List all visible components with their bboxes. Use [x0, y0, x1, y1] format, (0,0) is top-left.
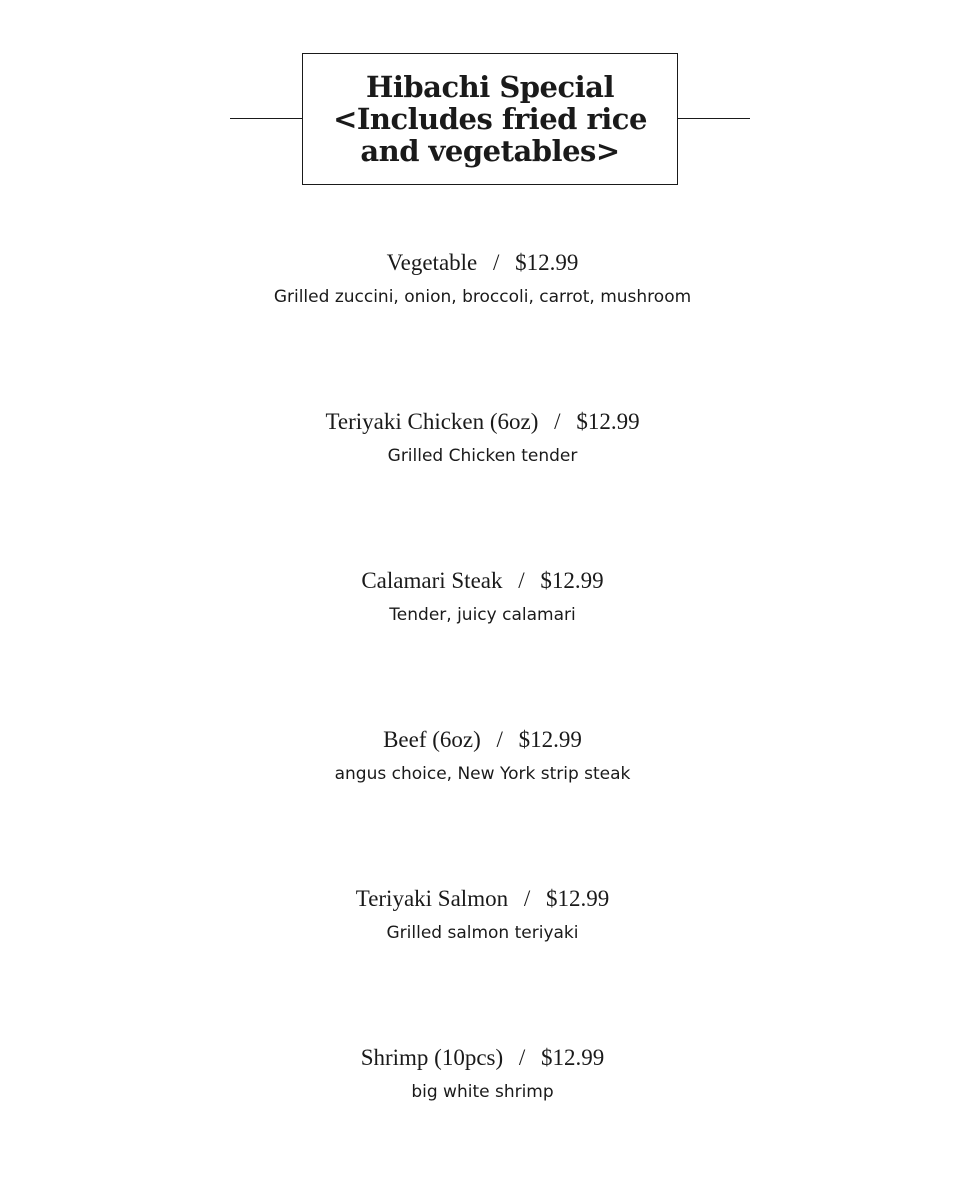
item-separator: /: [523, 886, 531, 911]
item-description: big white shrimp: [411, 1082, 554, 1102]
item-separator: /: [493, 250, 500, 275]
section-title: [333, 71, 647, 167]
section-title-line-1: Hibachi Special: [365, 70, 614, 104]
menu-item-calamari-steak: [0, 562, 965, 721]
item-name: Calamari Steak: [361, 568, 503, 593]
item-separator: /: [518, 1045, 526, 1070]
item-title: [0, 1039, 965, 1077]
item-description: angus choice, New York strip steak: [334, 764, 631, 784]
item-title: [0, 403, 965, 441]
item-price: $12.99: [545, 886, 610, 911]
item-price: $12.99: [576, 409, 640, 434]
item-title: [0, 244, 965, 282]
item-description: Tender, juicy calamari: [389, 605, 576, 625]
item-name: Beef (6oz): [383, 727, 481, 752]
item-name: Vegetable: [386, 250, 478, 275]
item-price: $12.99: [540, 568, 604, 593]
menu-item-beef: [0, 721, 965, 880]
item-price: $12.99: [515, 250, 579, 275]
menu-item-teriyaki-chicken: [0, 403, 965, 562]
menu-item-teriyaki-salmon: [0, 880, 965, 1039]
header-rule-left: [230, 118, 302, 119]
section-title-line-3: and vegetables>: [360, 134, 620, 168]
section-title-line-2: <Includes fried rice: [333, 102, 647, 136]
item-description: Grilled Chicken tender: [387, 446, 578, 466]
item-name: Teriyaki Chicken (6oz): [325, 409, 539, 434]
header-box: [302, 53, 678, 185]
menu-item-vegetable: [0, 244, 965, 403]
menu-header: [230, 53, 750, 185]
item-title: [0, 721, 965, 759]
item-description: Grilled salmon teriyaki: [386, 923, 579, 943]
item-price: $12.99: [518, 727, 582, 752]
item-title: [0, 880, 965, 918]
item-separator: /: [518, 568, 525, 593]
item-separator: /: [554, 409, 561, 434]
menu-item-shrimp: [0, 1039, 965, 1198]
item-title: [0, 562, 965, 600]
header-rule-right: [678, 118, 750, 119]
item-name: Teriyaki Salmon: [355, 886, 509, 911]
item-separator: /: [496, 727, 503, 752]
item-price: $12.99: [541, 1045, 605, 1070]
menu-list: [0, 244, 965, 1198]
item-description: Grilled zuccini, onion, broccoli, carrot, mushroom: [273, 287, 692, 307]
item-name: Shrimp (10pcs): [360, 1045, 504, 1070]
